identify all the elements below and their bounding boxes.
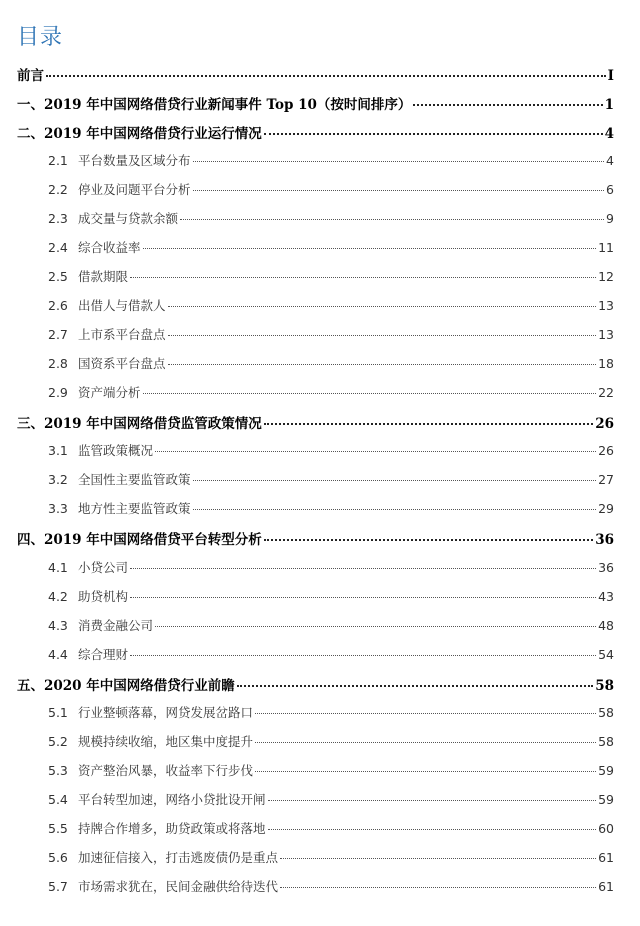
toc-page-number: 43 (598, 589, 614, 604)
toc-section-number: 5.5 (48, 821, 68, 836)
toc-section-title: 助贷机构 (78, 589, 129, 604)
toc-section-number: 2.4 (48, 240, 68, 255)
toc-page-number: 48 (598, 618, 614, 633)
toc-dot-leader (193, 509, 597, 510)
toc-section-title: 消费金融公司 (78, 618, 154, 633)
toc-section-number: 2.7 (48, 327, 68, 342)
toc-entry-label (48, 151, 191, 169)
toc-entry-label (48, 877, 278, 895)
toc-page-number: 61 (598, 879, 614, 894)
toc-dot-leader (264, 423, 593, 425)
toc-dot-leader (268, 800, 597, 801)
toc-page-number: 59 (598, 763, 614, 778)
toc-page-number: 11 (598, 240, 614, 255)
toc-dot-leader (130, 655, 596, 656)
toc-entry-label (48, 499, 191, 517)
toc-dot-leader (237, 685, 593, 687)
toc-page-number: 26 (595, 416, 614, 432)
toc-page-number: 13 (598, 298, 614, 313)
toc-section-entry[interactable] (48, 441, 614, 461)
toc-entry-label (48, 296, 166, 314)
toc-page-number: 58 (595, 678, 614, 694)
toc-page-number: 54 (598, 647, 614, 662)
toc-section-title: 监管政策概况 (78, 443, 154, 458)
toc-dot-leader (255, 771, 596, 772)
toc-dot-leader (143, 393, 597, 394)
toc-dot-leader (168, 364, 597, 365)
toc-page-number: 29 (598, 501, 614, 516)
toc-section-title: 借款期限 (78, 269, 129, 284)
toc-entry-label (48, 267, 128, 285)
toc-section-number: 5.3 (48, 763, 68, 778)
toc-dot-leader (155, 626, 596, 627)
toc-entry-label (48, 209, 178, 227)
toc-section-title: 资产端分析 (78, 385, 141, 400)
toc-section-entry[interactable] (48, 645, 614, 665)
toc-page-number: 36 (595, 532, 614, 548)
toc-section-title: 市场需求犹在，民间金融供给待迭代 (78, 879, 279, 894)
toc-section-title: 综合收益率 (78, 240, 141, 255)
toc-entry-label: 四、2019 年中国网络借贷平台转型分析 (17, 532, 262, 548)
toc-section-entry[interactable] (48, 819, 614, 839)
toc-section-entry[interactable] (48, 267, 614, 287)
toc-section-title: 上市系平台盘点 (78, 327, 166, 342)
toc-entry-label (48, 180, 191, 198)
toc-title: 目录 (17, 25, 64, 50)
toc-section-number: 4.1 (48, 560, 68, 575)
toc-dot-leader (413, 104, 602, 106)
toc-entry-label (48, 645, 128, 663)
toc-page-number: 6 (606, 182, 614, 197)
toc-entry-label (48, 441, 153, 459)
toc-dot-leader (255, 713, 596, 714)
toc-page-number: 22 (598, 385, 614, 400)
toc-section-title: 加速征信接入，打击逃废债仍是重点 (78, 850, 279, 865)
toc-entry-label (48, 558, 128, 576)
toc-chapter-entry[interactable] (17, 412, 614, 432)
toc-entry-label: 前言 (17, 68, 44, 84)
toc-page-number: 12 (598, 269, 614, 284)
toc-page-number: 1 (604, 97, 614, 113)
toc-entry-label: 二、2019 年中国网络借贷行业运行情况 (17, 126, 262, 142)
toc-section-number: 3.3 (48, 501, 68, 516)
toc-section-title: 全国性主要监管政策 (78, 472, 191, 487)
toc-dot-leader (143, 248, 597, 249)
toc-section-title: 国资系平台盘点 (78, 356, 166, 371)
toc-entry-label (48, 354, 166, 372)
toc-section-number: 5.6 (48, 850, 68, 865)
toc-page-number: 60 (598, 821, 614, 836)
toc-dot-leader (168, 306, 597, 307)
toc-page-number: 58 (598, 734, 614, 749)
toc-section-title: 出借人与借款人 (78, 298, 166, 313)
toc-section-entry[interactable] (48, 383, 614, 403)
toc-section-entry[interactable] (48, 761, 614, 781)
toc-page-number: 4 (606, 153, 614, 168)
toc-entry-label (48, 587, 128, 605)
toc-section-entry[interactable] (48, 180, 614, 200)
toc-section-number: 5.4 (48, 792, 68, 807)
toc-dot-leader (280, 858, 596, 859)
toc-section-title: 平台数量及区域分布 (78, 153, 191, 168)
toc-section-number: 3.2 (48, 472, 68, 487)
toc-section-entry[interactable] (48, 616, 614, 636)
toc-entry-label (48, 383, 141, 401)
toc-section-entry[interactable] (48, 238, 614, 258)
toc-page-number: 36 (598, 560, 614, 575)
toc-section-number: 2.3 (48, 211, 68, 226)
toc-page-number: 26 (598, 443, 614, 458)
toc-entry-label: 三、2019 年中国网络借贷监管政策情况 (17, 416, 262, 432)
toc-section-number: 2.1 (48, 153, 68, 168)
toc-section-entry[interactable] (48, 296, 614, 316)
toc-page-number: 13 (598, 327, 614, 342)
toc-section-entry[interactable] (48, 558, 614, 578)
toc-entry-label: 五、2020 年中国网络借贷行业前瞻 (17, 678, 235, 694)
toc-dot-leader (193, 480, 597, 481)
toc-section-entry[interactable] (48, 325, 614, 345)
toc-section-number: 4.3 (48, 618, 68, 633)
toc-section-entry[interactable] (48, 587, 614, 607)
toc-chapter-entry[interactable] (17, 64, 614, 84)
toc-section-title: 规模持续收缩，地区集中度提升 (78, 734, 254, 749)
toc-dot-leader (280, 887, 596, 888)
toc-dot-leader (193, 190, 605, 191)
toc-entry-label (48, 819, 266, 837)
toc-section-number: 2.9 (48, 385, 68, 400)
toc-section-entry[interactable] (48, 354, 614, 374)
toc-entry-label (48, 470, 191, 488)
toc-entry-label (48, 848, 278, 866)
toc-section-entry[interactable] (48, 151, 614, 171)
toc-dot-leader (180, 219, 604, 220)
toc-dot-leader (264, 133, 603, 135)
toc-dot-leader (193, 161, 605, 162)
toc-page-number: 9 (606, 211, 614, 226)
toc-dot-leader (130, 568, 596, 569)
toc-section-entry[interactable] (48, 848, 614, 868)
toc-section-entry[interactable] (48, 790, 614, 810)
toc-section-entry[interactable] (48, 209, 614, 229)
toc-chapter-entry[interactable] (17, 674, 614, 694)
toc-entry-label (48, 703, 253, 721)
toc-dot-leader (155, 451, 596, 452)
toc-chapter-entry[interactable] (17, 93, 614, 113)
toc-page-number: I (607, 68, 614, 84)
toc-section-number: 5.1 (48, 705, 68, 720)
toc-section-entry[interactable] (48, 732, 614, 752)
toc-section-number: 5.7 (48, 879, 68, 894)
toc-entry-label (48, 732, 253, 750)
toc-section-number: 2.6 (48, 298, 68, 313)
toc-section-title: 停业及问题平台分析 (78, 182, 191, 197)
toc-section-number: 3.1 (48, 443, 68, 458)
toc-page-number: 59 (598, 792, 614, 807)
toc-entry-label (48, 325, 166, 343)
toc-page-number: 18 (598, 356, 614, 371)
toc-section-title: 成交量与贷款余额 (78, 211, 179, 226)
toc-section-number: 2.2 (48, 182, 68, 197)
toc-section-entry[interactable] (48, 703, 614, 723)
toc-entry-label (48, 238, 141, 256)
toc-entry-label (48, 761, 253, 779)
toc-chapter-entry[interactable] (17, 122, 614, 142)
toc-section-entry[interactable] (48, 499, 614, 519)
toc-dot-leader (130, 597, 596, 598)
toc-entry-label (48, 616, 153, 634)
toc-section-title: 地方性主要监管政策 (78, 501, 191, 516)
toc-dot-leader (268, 829, 597, 830)
toc-dot-leader (168, 335, 597, 336)
toc-section-title: 持牌合作增多，助贷政策或将落地 (78, 821, 266, 836)
toc-page-number: 61 (598, 850, 614, 865)
toc-section-number: 4.2 (48, 589, 68, 604)
toc-section-number: 5.2 (48, 734, 68, 749)
toc-section-title: 资产整治风暴，收益率下行步伐 (78, 763, 254, 778)
toc-section-number: 2.5 (48, 269, 68, 284)
toc-section-title: 行业整顿落幕，网贷发展岔路口 (78, 705, 254, 720)
toc-dot-leader (255, 742, 596, 743)
toc-section-number: 4.4 (48, 647, 68, 662)
toc-section-title: 平台转型加速，网络小贷批设开闸 (78, 792, 266, 807)
toc-page-number: 58 (598, 705, 614, 720)
toc-dot-leader (46, 75, 606, 77)
toc-section-entry[interactable] (48, 470, 614, 490)
toc-dot-leader (130, 277, 596, 278)
toc-chapter-entry[interactable] (17, 528, 614, 548)
toc-page-number: 4 (604, 126, 614, 142)
toc-entry-label (48, 790, 266, 808)
toc-section-title: 小贷公司 (78, 560, 129, 575)
toc-entry-label: 一、2019 年中国网络借贷行业新闻事件 Top 10（按时间排序） (17, 97, 412, 113)
toc-section-title: 综合理财 (78, 647, 129, 662)
toc-section-number: 2.8 (48, 356, 68, 371)
toc-section-entry[interactable] (48, 877, 614, 897)
toc-dot-leader (264, 539, 593, 541)
toc-page-number: 27 (598, 472, 614, 487)
